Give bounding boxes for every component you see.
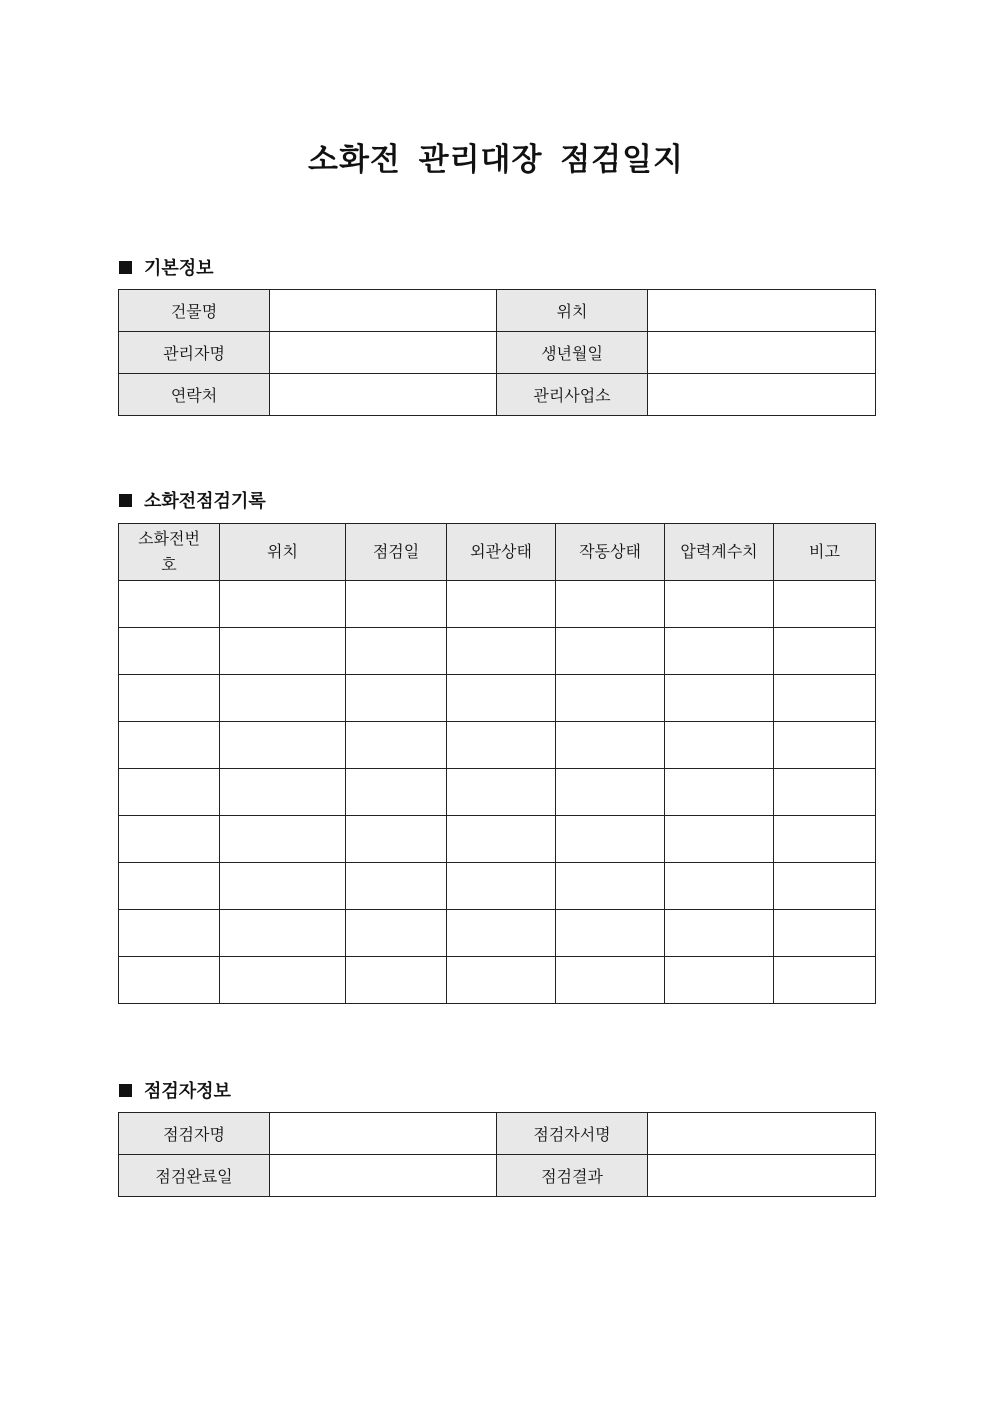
inspection-record-heading <box>119 487 266 513</box>
table-row <box>119 863 876 910</box>
exterior-condition-cell[interactable] <box>447 957 556 1004</box>
square-bullet-icon <box>119 261 132 274</box>
remarks-cell[interactable] <box>774 910 876 957</box>
operating-condition-cell[interactable] <box>556 581 665 628</box>
operating-condition-cell[interactable] <box>556 957 665 1004</box>
exterior-condition-cell[interactable] <box>447 581 556 628</box>
building-name-label: 건물명 <box>119 290 270 332</box>
basic-info-heading-text: 기본정보 <box>144 258 214 279</box>
inspection-result-label: 점검결과 <box>497 1155 648 1197</box>
location-cell[interactable] <box>220 863 346 910</box>
column-header-exterior-condition: 외관상태 <box>447 524 556 581</box>
column-header-pressure-gauge: 압력계수치 <box>665 524 774 581</box>
inspection-record-body <box>119 581 876 1004</box>
birthdate-label: 생년월일 <box>497 332 648 374</box>
pressure-gauge-cell[interactable] <box>665 722 774 769</box>
office-label: 관리사업소 <box>497 374 648 416</box>
pressure-gauge-cell[interactable] <box>665 816 774 863</box>
table-row <box>119 581 876 628</box>
location-cell[interactable] <box>220 910 346 957</box>
inspection-date-cell[interactable] <box>346 957 447 1004</box>
table-row <box>119 332 876 374</box>
exterior-condition-cell[interactable] <box>447 675 556 722</box>
remarks-cell[interactable] <box>774 675 876 722</box>
table-row <box>119 675 876 722</box>
operating-condition-cell[interactable] <box>556 675 665 722</box>
inspection-date-cell[interactable] <box>346 863 447 910</box>
exterior-condition-cell[interactable] <box>447 816 556 863</box>
location-cell[interactable] <box>220 816 346 863</box>
square-bullet-icon <box>119 494 132 507</box>
inspection-date-cell[interactable] <box>346 722 447 769</box>
inspection-record-heading-text: 소화전점검기록 <box>144 491 266 512</box>
pressure-gauge-cell[interactable] <box>665 581 774 628</box>
pressure-gauge-cell[interactable] <box>665 769 774 816</box>
remarks-cell[interactable] <box>774 628 876 675</box>
square-bullet-icon <box>119 1084 132 1097</box>
table-row <box>119 1155 876 1197</box>
inspector-name-label: 점검자명 <box>119 1113 270 1155</box>
completion-date-field[interactable] <box>270 1155 497 1197</box>
table-row <box>119 1113 876 1155</box>
contact-field[interactable] <box>270 374 497 416</box>
table-header-row <box>119 524 876 581</box>
basic-info-table <box>118 289 876 416</box>
inspection-date-cell[interactable] <box>346 581 447 628</box>
table-row <box>119 290 876 332</box>
column-header-operating-condition: 작동상태 <box>556 524 665 581</box>
office-field[interactable] <box>648 374 876 416</box>
operating-condition-cell[interactable] <box>556 769 665 816</box>
inspector-info-heading <box>119 1077 231 1103</box>
page-title: 소화전 관리대장 점검일지 <box>308 142 684 178</box>
basic-info-heading <box>119 254 214 280</box>
hydrant-number-cell[interactable] <box>119 581 220 628</box>
hydrant-number-cell[interactable] <box>119 628 220 675</box>
location-field[interactable] <box>648 290 876 332</box>
exterior-condition-cell[interactable] <box>447 628 556 675</box>
inspection-date-cell[interactable] <box>346 628 447 675</box>
exterior-condition-cell[interactable] <box>447 863 556 910</box>
hydrant-number-cell[interactable] <box>119 910 220 957</box>
remarks-cell[interactable] <box>774 769 876 816</box>
pressure-gauge-cell[interactable] <box>665 863 774 910</box>
table-row <box>119 769 876 816</box>
inspector-signature-field[interactable] <box>648 1113 876 1155</box>
location-label: 위치 <box>497 290 648 332</box>
table-row <box>119 816 876 863</box>
building-name-field[interactable] <box>270 290 497 332</box>
inspector-name-field[interactable] <box>270 1113 497 1155</box>
operating-condition-cell[interactable] <box>556 863 665 910</box>
remarks-cell[interactable] <box>774 722 876 769</box>
hydrant-number-cell[interactable] <box>119 816 220 863</box>
inspector-signature-label: 점검자서명 <box>497 1113 648 1155</box>
inspection-date-cell[interactable] <box>346 769 447 816</box>
completion-date-label: 점검완료일 <box>119 1155 270 1197</box>
pressure-gauge-cell[interactable] <box>665 628 774 675</box>
exterior-condition-cell[interactable] <box>447 722 556 769</box>
operating-condition-cell[interactable] <box>556 816 665 863</box>
column-header-location: 위치 <box>220 524 346 581</box>
hydrant-number-cell[interactable] <box>119 863 220 910</box>
hydrant-number-cell[interactable] <box>119 957 220 1004</box>
location-cell[interactable] <box>220 675 346 722</box>
birthdate-field[interactable] <box>648 332 876 374</box>
inspector-info-heading-text: 점검자정보 <box>144 1081 231 1102</box>
column-header-hydrant-number: 소화전번호 <box>119 524 220 581</box>
inspection-date-cell[interactable] <box>346 675 447 722</box>
hydrant-number-cell[interactable] <box>119 675 220 722</box>
location-cell[interactable] <box>220 628 346 675</box>
pressure-gauge-cell[interactable] <box>665 957 774 1004</box>
operating-condition-cell[interactable] <box>556 910 665 957</box>
location-cell[interactable] <box>220 957 346 1004</box>
contact-label: 연락처 <box>119 374 270 416</box>
location-cell[interactable] <box>220 581 346 628</box>
table-row <box>119 910 876 957</box>
remarks-cell[interactable] <box>774 957 876 1004</box>
location-cell[interactable] <box>220 722 346 769</box>
table-row <box>119 374 876 416</box>
operating-condition-cell[interactable] <box>556 722 665 769</box>
location-cell[interactable] <box>220 769 346 816</box>
pressure-gauge-cell[interactable] <box>665 910 774 957</box>
hydrant-number-cell[interactable] <box>119 769 220 816</box>
remarks-cell[interactable] <box>774 863 876 910</box>
inspector-info-table <box>118 1112 876 1197</box>
table-row <box>119 722 876 769</box>
column-header-remarks: 비고 <box>774 524 876 581</box>
inspection-result-field[interactable] <box>648 1155 876 1197</box>
operating-condition-cell[interactable] <box>556 628 665 675</box>
exterior-condition-cell[interactable] <box>447 910 556 957</box>
column-header-inspection-date: 점검일 <box>346 524 447 581</box>
remarks-cell[interactable] <box>774 816 876 863</box>
inspection-date-cell[interactable] <box>346 910 447 957</box>
inspection-record-table <box>118 523 876 1004</box>
table-row <box>119 628 876 675</box>
manager-name-field[interactable] <box>270 332 497 374</box>
inspection-date-cell[interactable] <box>346 816 447 863</box>
remarks-cell[interactable] <box>774 581 876 628</box>
pressure-gauge-cell[interactable] <box>665 675 774 722</box>
exterior-condition-cell[interactable] <box>447 769 556 816</box>
table-row <box>119 957 876 1004</box>
manager-name-label: 관리자명 <box>119 332 270 374</box>
hydrant-number-cell[interactable] <box>119 722 220 769</box>
